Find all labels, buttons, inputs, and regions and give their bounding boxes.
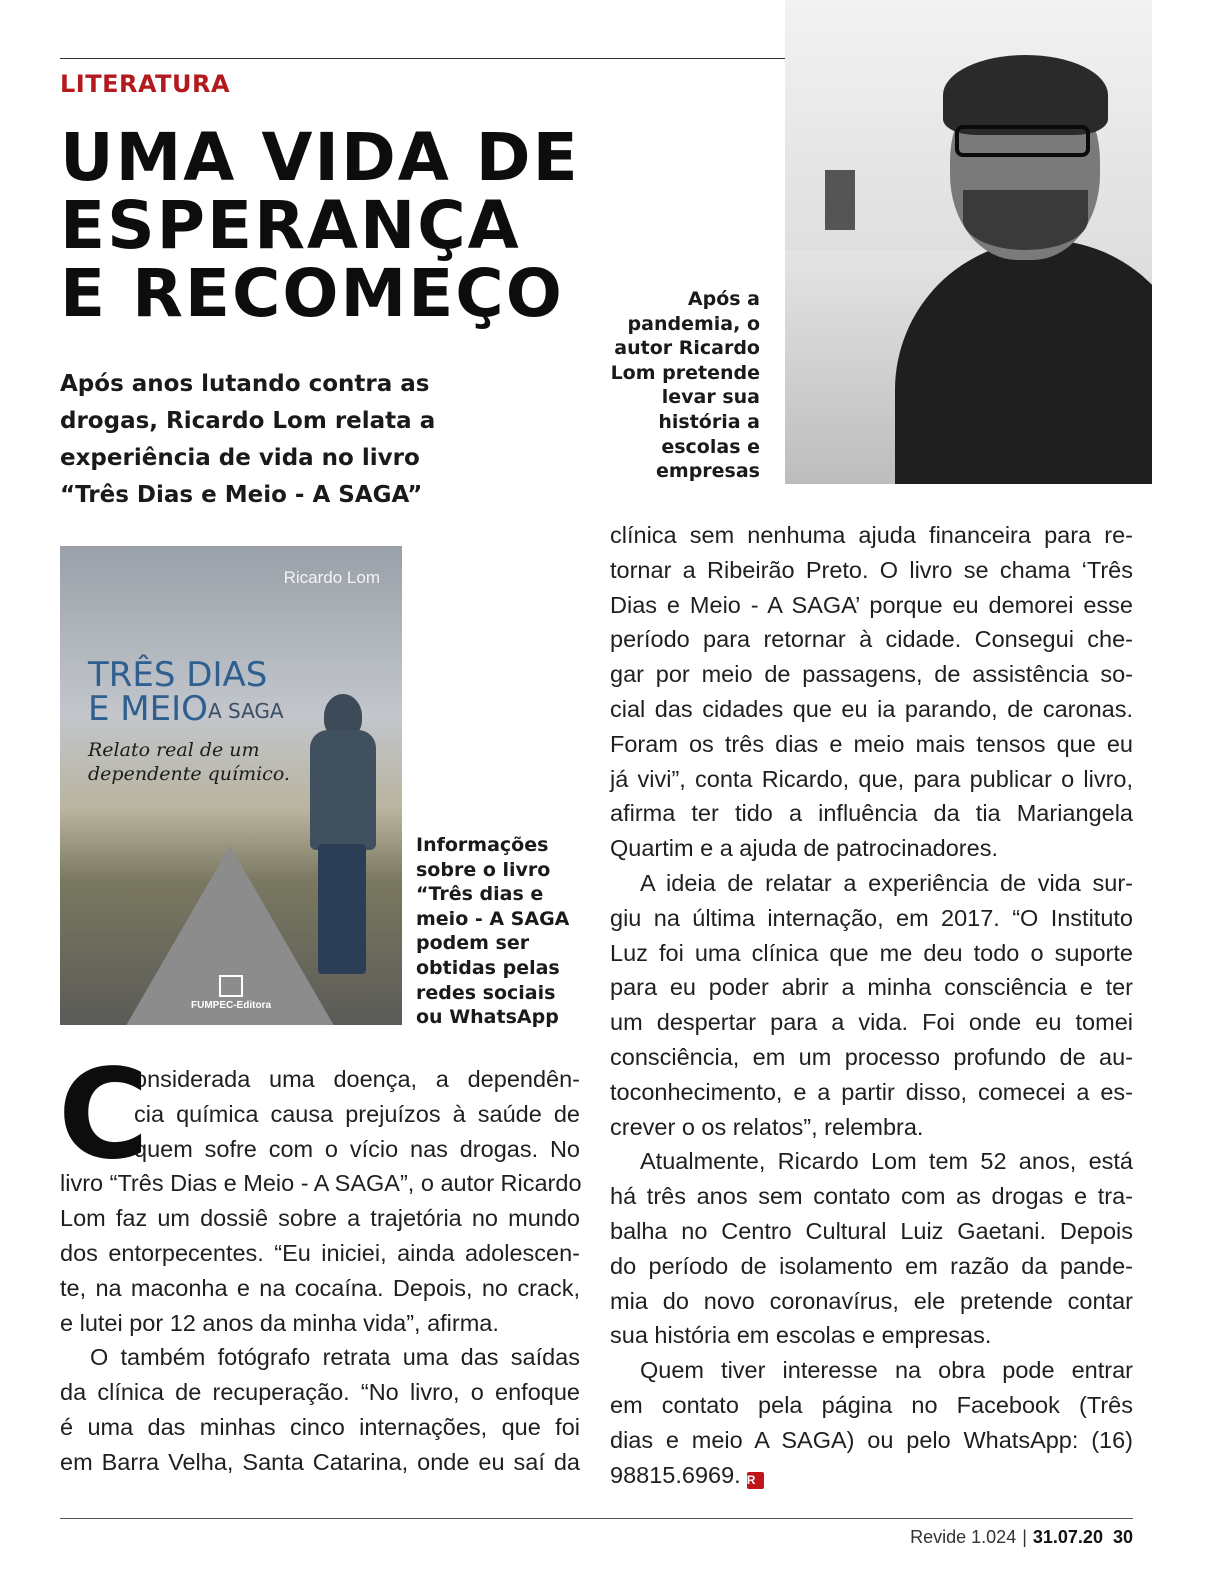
headline-line: UMA VIDA DE xyxy=(60,119,580,196)
caption-line: podem ser xyxy=(416,932,530,955)
text-line: gar por meio de passagens, de assistência so- xyxy=(610,661,1133,688)
subhead-line: experiência de vida no livro xyxy=(60,445,420,471)
cover-tagline-line: Relato real de um xyxy=(88,739,260,761)
page-number: 30 xyxy=(1112,1527,1133,1547)
text-line: há três anos sem contato com as drogas e tra- xyxy=(610,1183,1133,1210)
photo-caption xyxy=(600,287,760,484)
caption-line: “Três dias e xyxy=(416,883,544,906)
subhead-line: “Três Dias e Meio - A SAGA” xyxy=(60,482,423,508)
text-line: dias e meio A SAGA) ou pelo WhatsApp: (16) xyxy=(610,1426,1133,1453)
photo-monitor xyxy=(825,170,855,230)
text-line: consciência, em um processo profundo de au- xyxy=(610,1043,1133,1070)
section-label: LITERATURA xyxy=(60,70,231,98)
subhead-line: Após anos lutando contra as xyxy=(60,371,430,397)
cover-title-line: TRÊS DIAS xyxy=(88,655,268,695)
text-line: e lutei por 12 anos da minha vida”, afirma. xyxy=(60,1309,499,1336)
book-caption xyxy=(416,833,586,1030)
headline xyxy=(60,119,620,332)
caption-line: levar sua xyxy=(661,386,760,409)
text-line: Quem tiver interesse na obra pode entrar xyxy=(640,1357,1133,1384)
text-line: para eu poder abrir a minha consciência e ter xyxy=(610,974,1133,1001)
caption-line: escolas e xyxy=(661,435,760,458)
cover-tagline-line: dependente químico. xyxy=(88,763,290,785)
photo-glasses xyxy=(955,125,1090,157)
cover-tagline xyxy=(88,738,290,786)
caption-line: meio - A SAGA xyxy=(416,907,570,930)
text-line: já vivi”, conta Ricardo, que, para publicar o livro, xyxy=(610,765,1133,792)
text-line: Dias e Meio - A SAGA’ porque eu demorei esse xyxy=(610,591,1133,618)
text-line: clínica sem nenhuma ajuda financeira para re- xyxy=(610,522,1133,548)
text-line: onsiderada uma doença, a dependên- xyxy=(134,1066,580,1092)
caption-line: pandemia, o xyxy=(627,312,760,335)
caption-line: empresas xyxy=(656,460,760,483)
cover-title-line: E MEIO xyxy=(88,689,208,729)
caption-line: sobre o livro xyxy=(416,858,551,881)
caption-line: autor Ricardo xyxy=(614,337,760,360)
headline-line: E RECOMEÇO xyxy=(60,255,564,332)
magazine-issue: Revide 1.024 xyxy=(910,1527,1017,1547)
text-line: Lom faz um dossiê sobre a trajetória no mundo xyxy=(60,1205,580,1232)
photo-beard xyxy=(963,190,1088,250)
footer-separator: | xyxy=(1022,1527,1027,1547)
caption-line: obtidas pelas xyxy=(416,956,560,979)
text-line: em Barra Velha, Santa Catarina, onde eu saí da xyxy=(60,1448,580,1475)
text-line: crever o os relatos”, relembra. xyxy=(610,1113,924,1140)
paragraph xyxy=(610,866,1133,1144)
text-line xyxy=(610,1458,1133,1493)
text-line: Quartim e a ajuda de patrocinadores. xyxy=(610,835,998,862)
text-line: mia do novo coronavírus, ele pretende contar xyxy=(610,1287,1133,1314)
text-line: cial das cidades que eu ia parando, de caronas. xyxy=(610,695,1133,722)
page-footer xyxy=(910,1527,1133,1548)
drop-cap: C xyxy=(58,1043,150,1187)
text-line: Luz foi uma clínica que me deu todo o suporte xyxy=(610,939,1133,966)
text-line: quem sofre com o vício nas drogas. No xyxy=(134,1135,580,1162)
body-column-right xyxy=(610,518,1133,1492)
body-column-left xyxy=(58,1043,582,1480)
text-line: Foram os três dias e meio mais tensos que eu xyxy=(610,730,1133,757)
cover-walking-figure xyxy=(308,694,378,984)
author-photo xyxy=(785,0,1152,484)
closing-text: 98815.6969. xyxy=(610,1461,741,1488)
text-line: sua história em escolas e empresas. xyxy=(610,1322,992,1349)
paragraph xyxy=(60,1340,580,1479)
figure-body xyxy=(310,730,376,850)
figure-legs xyxy=(318,844,366,974)
paragraph xyxy=(610,1144,1133,1353)
text-line: tornar a Ribeirão Preto. O livro se chama ‘Três xyxy=(610,556,1133,583)
text-line: toconhecimento, e a partir disso, comecei a es- xyxy=(610,1078,1133,1105)
text-line: dos entorpecentes. “Eu iniciei, ainda adolescen- xyxy=(60,1239,580,1266)
cover-author: Ricardo Lom xyxy=(283,568,380,587)
text-line: período para retornar à cidade. Consegui che- xyxy=(610,626,1133,653)
caption-line: redes sociais xyxy=(416,981,556,1004)
caption-line: história a xyxy=(658,410,760,433)
text-line: A ideia de relatar a experiência de vida sur- xyxy=(640,869,1133,896)
text-line: é uma das minhas cinco internações, que foi xyxy=(60,1413,580,1440)
paragraph xyxy=(610,518,1133,866)
subheadline xyxy=(60,366,480,514)
book-cover xyxy=(60,546,402,1025)
caption-line: Após a xyxy=(687,288,760,310)
caption-line: Lom pretende xyxy=(610,361,760,384)
cover-subtitle: A SAGA xyxy=(208,699,284,723)
photo-hair xyxy=(943,55,1108,135)
caption-line: ou WhatsApp xyxy=(416,1006,559,1029)
issue-date: 31.07.20 xyxy=(1032,1527,1103,1547)
text-line: do período de isolamento em razão da pande- xyxy=(610,1252,1133,1279)
text-line: cia química causa prejuízos à saúde de xyxy=(134,1100,580,1127)
paragraph xyxy=(610,1353,1133,1492)
text-line: balha no Centro Cultural Luiz Gaetani. Depois xyxy=(610,1217,1133,1244)
subhead-line: drogas, Ricardo Lom relata a xyxy=(60,408,436,434)
text-line: Atualmente, Ricardo Lom tem 52 anos, está xyxy=(640,1148,1133,1175)
top-rule xyxy=(60,58,788,59)
text-line: afirma ter tido a influência da tia Mariangela xyxy=(610,800,1133,827)
text-line: livro “Três Dias e Meio - A SAGA”, o autor Ricardo xyxy=(60,1170,582,1197)
bottom-rule xyxy=(60,1518,1133,1519)
caption-line: Informações xyxy=(416,834,549,856)
text-line: em contato pela página no Facebook (Três xyxy=(610,1391,1133,1418)
headline-line: ESPERANÇA xyxy=(60,187,521,264)
text-line: te, na maconha e na cocaína. Depois, no crack, xyxy=(60,1274,580,1301)
text-line: giu na última internação, em 2017. “O Instituto xyxy=(610,904,1133,931)
text-line: O também fotógrafo retrata uma das saídas xyxy=(90,1344,580,1371)
cover-road xyxy=(120,846,340,1025)
text-line: um despertar para a vida. Foi onde eu tomei xyxy=(610,1009,1133,1036)
end-mark-icon: R xyxy=(747,1472,764,1489)
cover-publisher: FUMPEC-Editora xyxy=(191,1000,271,1011)
publisher-logo-icon xyxy=(219,975,243,997)
text-line: da clínica de recuperação. “No livro, o enfoque xyxy=(60,1379,580,1406)
